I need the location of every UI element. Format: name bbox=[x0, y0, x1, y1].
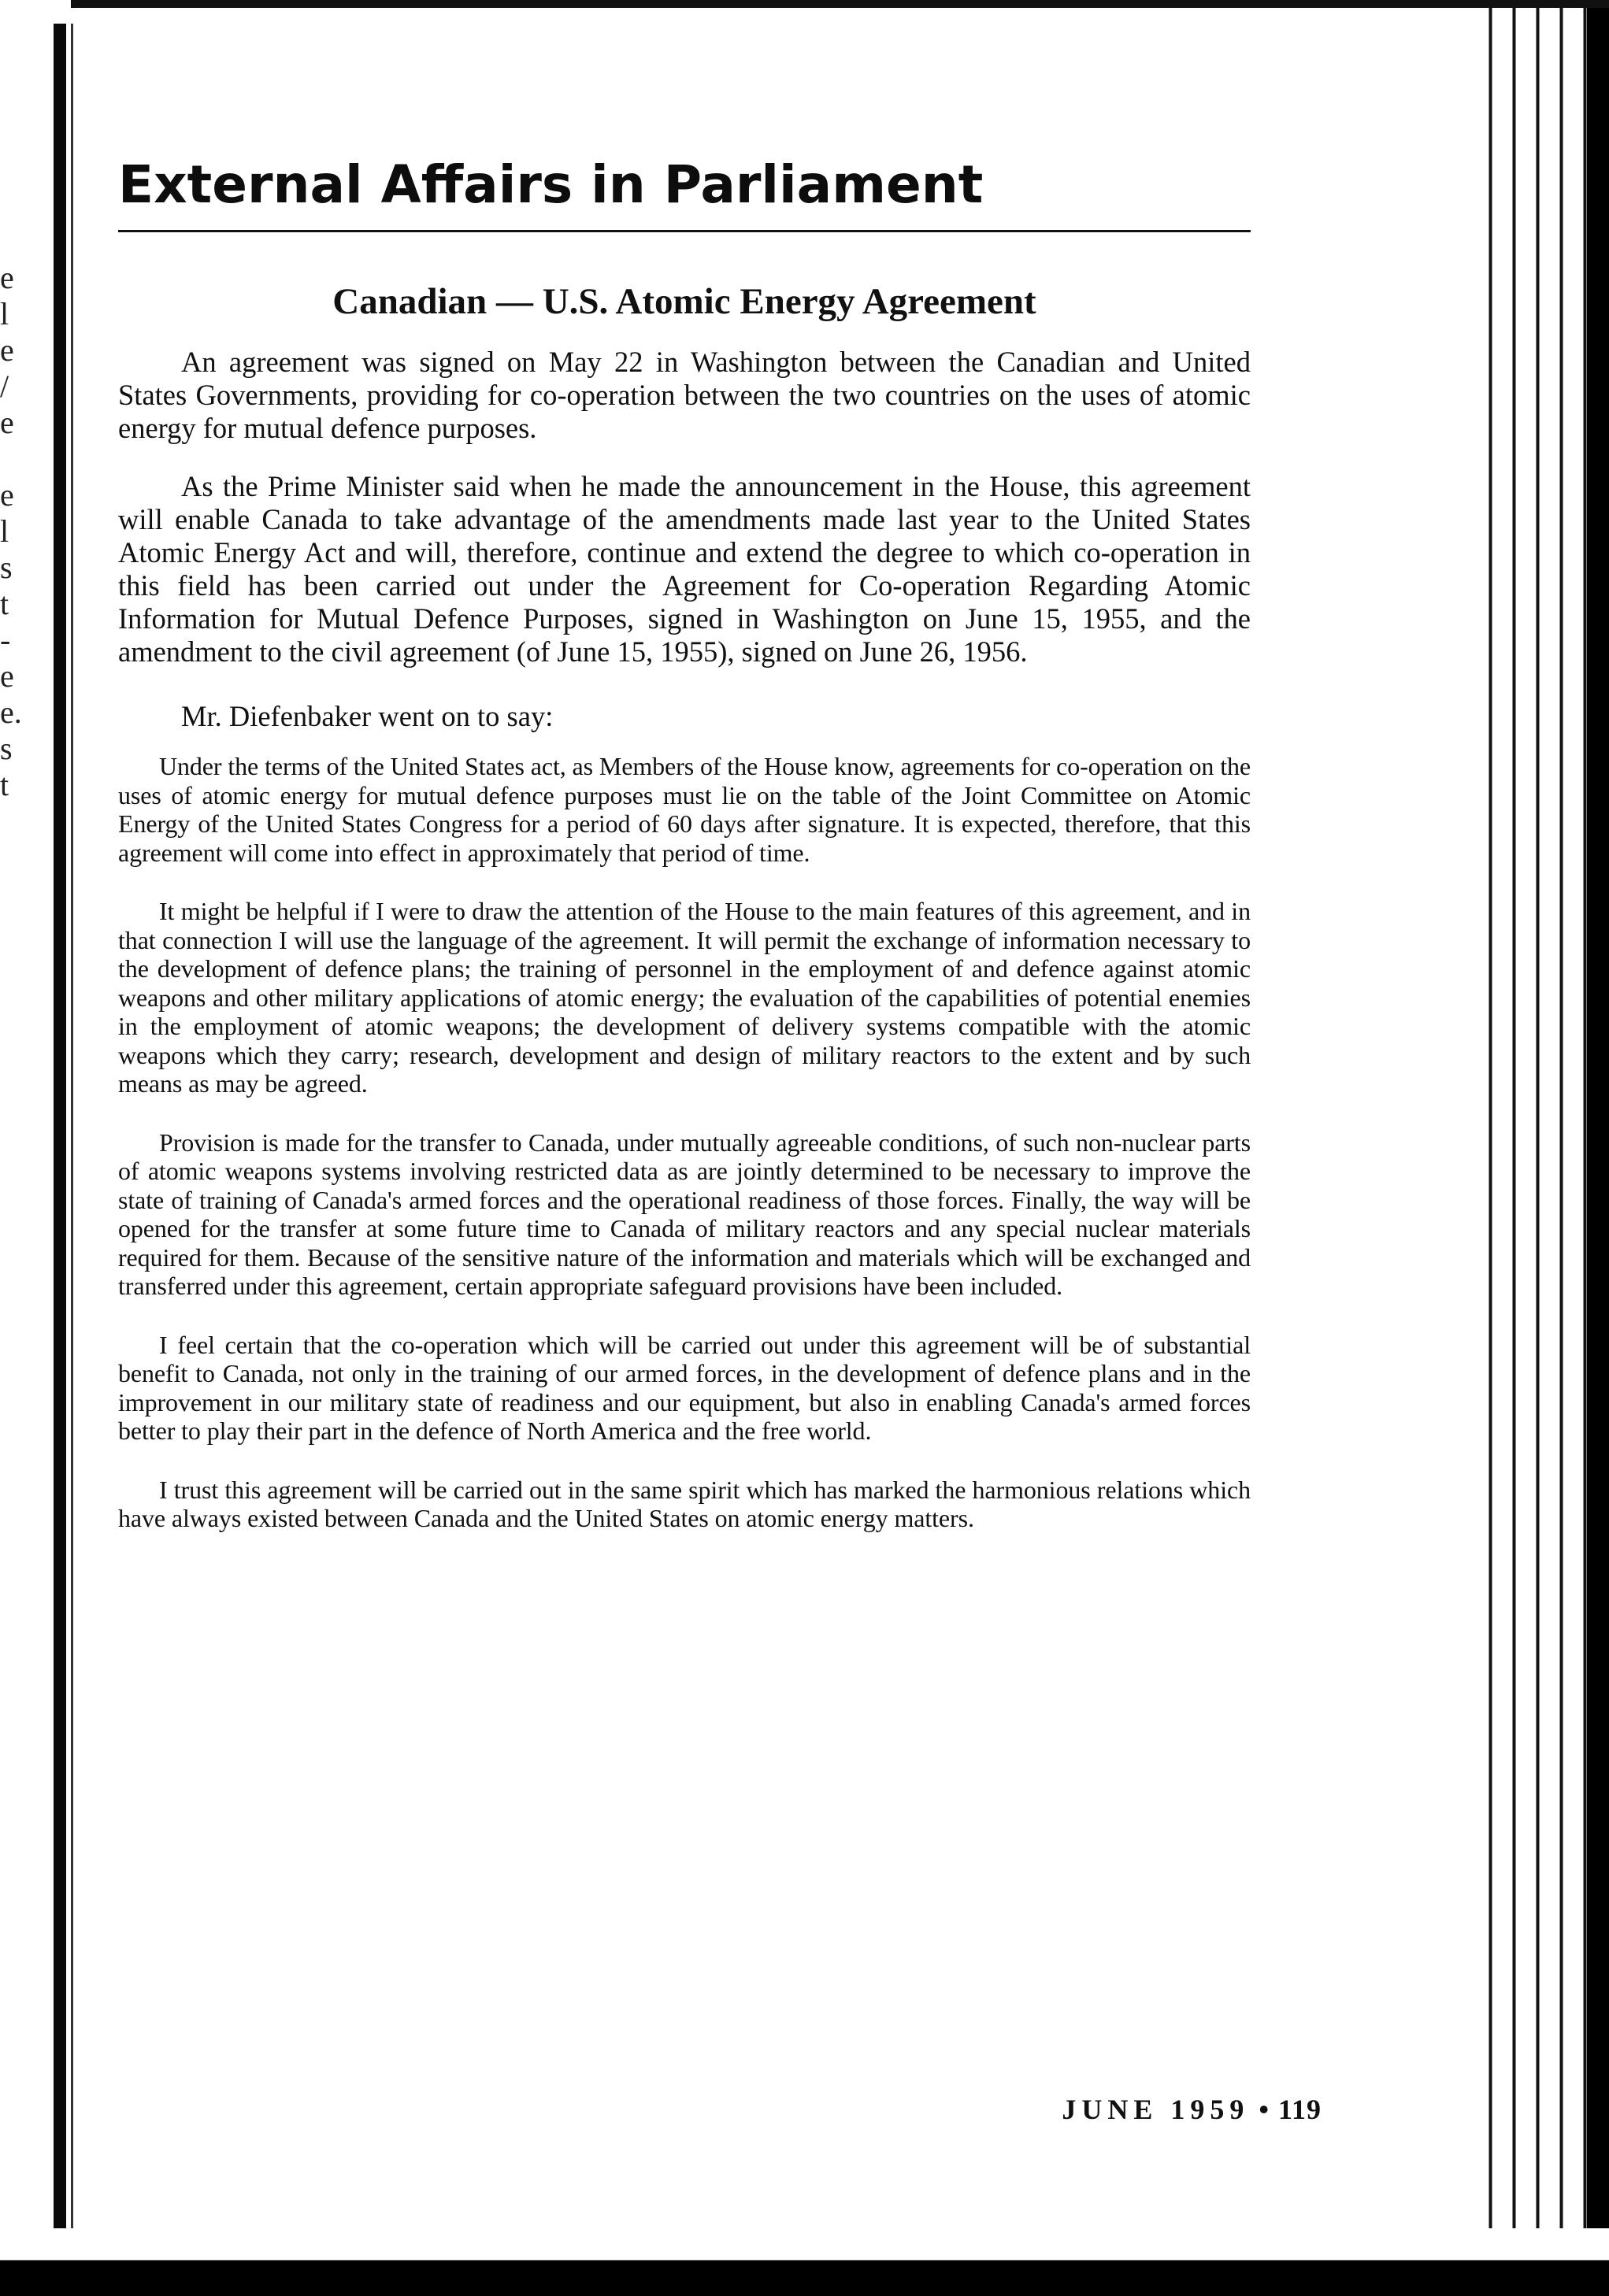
fragment: s bbox=[0, 550, 13, 585]
top-page-edge bbox=[71, 0, 1609, 8]
article-paragraph: As the Prime Minister said when he made the announcement in the House, this agreement will enable Canada to take advantage of the amendments made last year to the United States Atomic Energy Act and will, therefore, continue and extend the degree to which co-operation in this field has been carried out under the Agreement for Co-operation Regarding Atomic Information for Mutual Defence Purposes, signed in Washington on June 15, 1955, and the amendment to the civil agreement (of June 15, 1955), signed on June 26, 1956. bbox=[118, 470, 1251, 668]
quote-paragraph: Provision is made for the transfer to Canada, under mutually agreeable conditions, of such non-nuclear parts of atomic weapons systems involving restricted data as are jointly determined to be necessary to improve the state of training of Canada's armed forces and the operational readiness of those forces. Finally, the way will be opened for the transfer at some future time to Canada of military reactors and any special nuclear materials required for them. Because of the sensitive nature of the information and materials which will be exchanged and transferred under this agreement, certain appropriate safeguard provisions have been included. bbox=[118, 1128, 1251, 1300]
page-folio bbox=[717, 2093, 1322, 2126]
page-number: 119 bbox=[1277, 2094, 1322, 2125]
fragment: e bbox=[0, 658, 14, 694]
article-paragraph: An agreement was signed on May 22 in Washington between the Canadian and United States Governments, providing for co-operation between the two countries on the uses of atomic energy for mutual defence purposes. bbox=[118, 346, 1251, 444]
facing-page-text-fragments bbox=[0, 260, 24, 803]
fragment: s bbox=[0, 731, 13, 766]
masthead-rule bbox=[118, 230, 1251, 232]
fragment: / bbox=[0, 368, 9, 404]
fragment: t bbox=[0, 767, 9, 802]
article-title: Canadian — U.S. Atomic Energy Agreement bbox=[332, 281, 1036, 322]
right-page-edges bbox=[1481, 8, 1609, 2236]
right-edge-shadow bbox=[1587, 8, 1609, 2236]
folio-year: 1959 bbox=[1170, 2094, 1250, 2125]
quote-paragraph: I feel certain that the co-operation which will be carried out under this agreement will be of substantial benefit to Canada, not only in the training of our armed forces, in the development of defence plans and in the improvement in our military state of readiness and our equipment, but also in enabling Canada's armed forces better to play their part in the defence of North America and the free world. bbox=[118, 1330, 1251, 1445]
fragment: l bbox=[0, 513, 9, 549]
fragment: e bbox=[0, 405, 14, 440]
folio-separator: • bbox=[1259, 2094, 1269, 2125]
fragment: e bbox=[0, 260, 14, 295]
binding-shadow bbox=[54, 24, 66, 2228]
quote-paragraph: I trust this agreement will be carried out in the same spirit which has marked the harmonious relations which have always existed between Canada and the United States on atomic energy matters. bbox=[118, 1475, 1251, 1532]
quote-paragraph: It might be helpful if I were to draw the attention of the House to the main features of this agreement, and in that connection I will use the language of the agreement. It will permit the exchange of information necessary to the development of defence plans; the training of personnel in the employment of and defence against atomic weapons and other military applications of atomic energy; the evaluation of the capabilities of potential enemies in the employment of atomic weapons; the development of delivery systems compatible with the atomic weapons which they carry; research, development and design of military reactors to the extent and by such means as may be agreed. bbox=[118, 897, 1251, 1098]
section-masthead: External Affairs in Parliament bbox=[118, 154, 984, 215]
fragment: t bbox=[0, 586, 9, 621]
fragment: e. bbox=[0, 694, 22, 730]
quote-intro: Mr. Diefenbaker went on to say: bbox=[181, 700, 554, 732]
fragment-spacer bbox=[0, 441, 24, 477]
folio-month: JUNE bbox=[1062, 2094, 1159, 2125]
quote-paragraph: Under the terms of the United States act, as Members of the House know, agreements for co-operation on the uses of atomic energy for mutual defence purposes must lie on the table of the Joint Committee on Atomic Energy of the United States Congress for a period of 60 days after signature. It is expected, therefore, that this agreement will come into effect in approximately that period of time. bbox=[118, 752, 1251, 867]
binding-edge bbox=[71, 24, 73, 2228]
fragment: e bbox=[0, 477, 14, 513]
page-content bbox=[118, 150, 1251, 1563]
fragment: l bbox=[0, 296, 9, 331]
bottom-page-edge bbox=[0, 2228, 1609, 2296]
fragment: - bbox=[0, 622, 11, 657]
quoted-statement bbox=[118, 752, 1251, 1533]
fragment: e bbox=[0, 332, 14, 368]
